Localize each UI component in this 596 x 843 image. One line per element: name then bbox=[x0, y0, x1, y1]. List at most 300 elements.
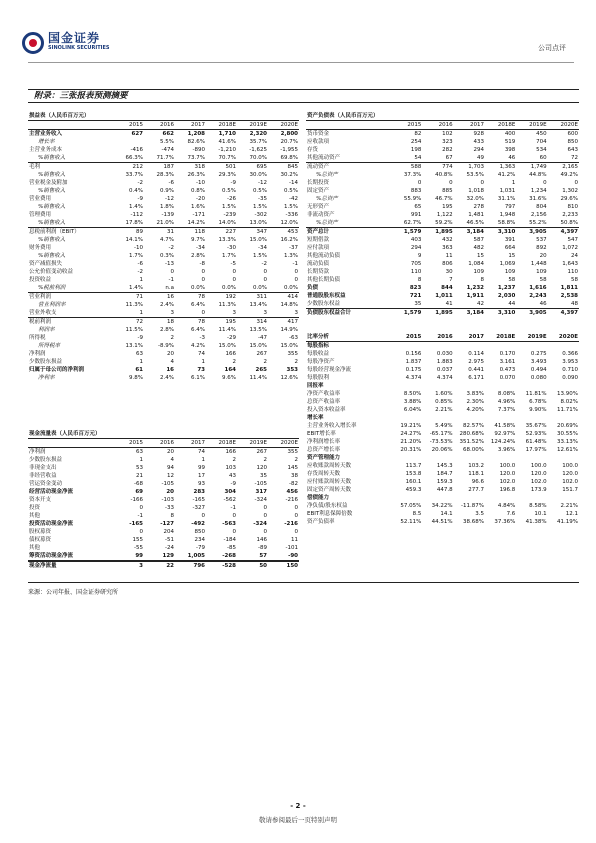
value-cell: 12 bbox=[167, 473, 174, 479]
value-cell: 1,122 bbox=[436, 212, 453, 218]
value-cell: 1,005 bbox=[187, 553, 205, 559]
row-label: 每股收益 bbox=[307, 351, 330, 357]
section-row bbox=[306, 414, 579, 422]
year-header: 2016 bbox=[422, 121, 453, 130]
value-cell: 20.06% bbox=[431, 447, 453, 453]
table-row bbox=[306, 203, 579, 211]
row-label: 存货 bbox=[307, 147, 319, 153]
year-header: 2015 bbox=[391, 121, 422, 130]
value-cell: -10 bbox=[196, 180, 205, 186]
value-cell: 65 bbox=[414, 204, 422, 210]
value-cell: 15.0% bbox=[249, 237, 267, 243]
value-cell: 44 bbox=[508, 301, 516, 307]
value-cell: 29.6% bbox=[560, 196, 578, 202]
value-cell: -324 bbox=[253, 521, 267, 527]
value-cell: 145.3 bbox=[436, 463, 453, 469]
value-cell: -79 bbox=[196, 545, 205, 551]
value-cell: 164 bbox=[224, 367, 236, 373]
value-cell: 1 bbox=[201, 359, 205, 365]
value-cell: 100.0 bbox=[499, 463, 516, 469]
value-cell: 0 bbox=[139, 529, 143, 535]
value-cell: 347 bbox=[237, 228, 268, 237]
value-cell: 62.7% bbox=[403, 220, 422, 226]
value-cell: 41.6% bbox=[218, 139, 236, 145]
value-cell: 32.0% bbox=[466, 196, 484, 202]
value-cell: -9 bbox=[137, 196, 143, 202]
table-row bbox=[28, 374, 299, 382]
value-cell: 99 bbox=[198, 465, 205, 471]
value-cell: 267 bbox=[256, 449, 267, 455]
value-cell: 30 bbox=[445, 269, 453, 275]
value-cell: 3 bbox=[232, 310, 236, 316]
value-cell bbox=[113, 138, 144, 146]
page-header bbox=[22, 27, 574, 59]
value-cell: -26 bbox=[227, 196, 236, 202]
row-label: 总资产增长率 bbox=[307, 447, 341, 453]
value-cell: 588 bbox=[391, 163, 422, 172]
row-label: 长期投资 bbox=[307, 180, 330, 186]
table-row bbox=[28, 464, 299, 472]
row-label: 普通股股东权益 bbox=[307, 293, 346, 299]
table-row bbox=[28, 228, 299, 237]
value-cell: 3.96% bbox=[497, 447, 516, 453]
year-header: 2015 bbox=[391, 333, 422, 342]
row-label: 流动负债 bbox=[307, 261, 330, 267]
table-row bbox=[28, 480, 299, 488]
table-row bbox=[28, 520, 299, 528]
value-cell: 2 bbox=[232, 457, 236, 463]
row-label: 营运资金变动 bbox=[29, 481, 63, 487]
value-cell: 19.21% bbox=[400, 423, 422, 429]
value-cell: 10.1 bbox=[534, 511, 547, 517]
table-row bbox=[306, 260, 579, 268]
value-cell: 195 bbox=[442, 204, 453, 210]
row-label: 主营业务成本 bbox=[29, 147, 63, 153]
table-row bbox=[28, 448, 299, 457]
value-cell: 124.24% bbox=[490, 439, 516, 445]
value-cell: 4 bbox=[170, 359, 174, 365]
value-cell: 9.8% bbox=[129, 375, 143, 381]
value-cell: -127 bbox=[160, 521, 174, 527]
table-row bbox=[306, 154, 579, 163]
value-cell: 1 bbox=[511, 180, 516, 186]
value-cell: 1 bbox=[139, 277, 143, 283]
value-cell: 547 bbox=[567, 237, 578, 243]
row-label: 其他 bbox=[29, 545, 41, 551]
value-cell: 1 bbox=[139, 457, 143, 463]
year-header: 2020E bbox=[268, 439, 299, 448]
year-header: 2019E bbox=[237, 121, 268, 130]
value-cell: 53 bbox=[136, 465, 143, 471]
value-cell: 587 bbox=[473, 237, 484, 243]
value-cell: -47 bbox=[258, 335, 267, 341]
value-cell: -29 bbox=[227, 335, 236, 341]
value-cell: 17.97% bbox=[525, 447, 547, 453]
value-cell: 0 bbox=[201, 269, 205, 275]
table-row bbox=[306, 502, 579, 510]
value-cell: -6 bbox=[137, 261, 143, 267]
value-cell: -171 bbox=[192, 212, 205, 218]
value-cell: 35 bbox=[414, 301, 422, 307]
value-cell: 797 bbox=[504, 204, 516, 210]
table-row bbox=[306, 130, 579, 139]
value-cell: 198 bbox=[410, 147, 422, 153]
row-label: 营业税金及附加 bbox=[29, 180, 68, 186]
value-cell: 109 bbox=[473, 269, 484, 275]
table-row bbox=[28, 219, 299, 228]
year-header: 2016 bbox=[422, 333, 453, 342]
value-cell: 353 bbox=[286, 367, 298, 373]
value-cell: 0 bbox=[480, 180, 484, 186]
year-header: 2017 bbox=[175, 439, 206, 448]
row-label: 营业利润 bbox=[28, 293, 113, 302]
value-cell: 3.5 bbox=[475, 511, 484, 517]
value-cell: 3,184 bbox=[454, 228, 485, 237]
value-cell: -1 bbox=[168, 277, 174, 283]
value-cell: -89 bbox=[258, 545, 267, 551]
table-row bbox=[306, 470, 579, 478]
value-cell: 283 bbox=[193, 489, 205, 495]
value-cell: 118 bbox=[175, 228, 206, 237]
value-cell: 35.7% bbox=[249, 139, 267, 145]
row-label: 应收款项 bbox=[307, 139, 330, 145]
row-label: 利润率 bbox=[38, 327, 55, 333]
table-row bbox=[306, 163, 579, 172]
value-cell: 159.3 bbox=[436, 479, 453, 485]
value-cell: -82 bbox=[289, 481, 298, 487]
row-label: 营业利润率 bbox=[38, 302, 66, 308]
table-row bbox=[28, 326, 299, 334]
value-cell: 1,234 bbox=[530, 188, 547, 194]
value-cell: -73.53% bbox=[429, 439, 453, 445]
value-cell: -416 bbox=[130, 147, 143, 153]
value-cell: -165 bbox=[192, 497, 205, 503]
value-cell: 351.52% bbox=[459, 439, 484, 445]
value-cell: 4,397 bbox=[548, 228, 579, 237]
table-row bbox=[28, 496, 299, 504]
value-cell: 294 bbox=[473, 147, 484, 153]
value-cell: 3 bbox=[170, 310, 174, 316]
year-header: 2015 bbox=[113, 121, 144, 130]
value-cell: -890 bbox=[192, 147, 205, 153]
value-cell: 192 bbox=[206, 293, 237, 302]
row-label: 少数股东权益 bbox=[307, 301, 341, 307]
value-cell: 0.175 bbox=[405, 367, 422, 373]
value-cell: 705 bbox=[410, 261, 422, 267]
value-cell: 49 bbox=[476, 155, 484, 161]
value-cell: 2 bbox=[170, 335, 174, 341]
value-cell: 0 bbox=[139, 505, 143, 511]
value-cell: 3 bbox=[294, 310, 298, 316]
value-cell: 57.05% bbox=[400, 503, 422, 509]
value-cell: 166 bbox=[225, 351, 236, 357]
value-cell: 58 bbox=[539, 277, 547, 283]
value-cell: 21.20% bbox=[400, 439, 422, 445]
section-label: 偿债能力 bbox=[307, 495, 330, 501]
value-cell: 0.0% bbox=[222, 285, 236, 291]
row-label: 财务费用 bbox=[29, 245, 52, 251]
value-cell: -302 bbox=[254, 212, 267, 218]
value-cell: 2,800 bbox=[280, 131, 298, 137]
source-divider bbox=[28, 582, 579, 583]
value-cell: 398 bbox=[504, 147, 516, 153]
row-label: 投资收益 bbox=[29, 277, 52, 283]
value-cell: 417 bbox=[268, 318, 299, 327]
value-cell: 627 bbox=[131, 131, 143, 137]
value-cell: 433 bbox=[473, 139, 484, 145]
value-cell: 63 bbox=[136, 449, 143, 455]
row-label: 存货周转天数 bbox=[307, 471, 341, 477]
value-cell: -184 bbox=[223, 537, 236, 543]
value-cell: 294 bbox=[410, 245, 422, 251]
value-cell: -68 bbox=[134, 481, 143, 487]
value-cell: 102.0 bbox=[499, 479, 516, 485]
value-cell: 14.0% bbox=[218, 220, 236, 226]
value-cell: 17 bbox=[198, 473, 205, 479]
ratio-analysis-panel bbox=[306, 333, 579, 526]
table-row bbox=[28, 138, 299, 146]
value-cell: 12.1 bbox=[565, 511, 578, 517]
value-cell: 89 bbox=[113, 228, 144, 237]
value-cell: 1,069 bbox=[499, 261, 516, 267]
value-cell: -216 bbox=[285, 497, 298, 503]
row-label: 负债股东权益合计 bbox=[306, 309, 391, 318]
value-cell: 810 bbox=[567, 204, 578, 210]
row-label: %总资产 bbox=[316, 220, 338, 226]
value-cell: 4.7% bbox=[160, 237, 174, 243]
value-cell: 20.7% bbox=[280, 139, 298, 145]
value-cell: -103 bbox=[161, 497, 174, 503]
value-cell: 1,911 bbox=[466, 293, 484, 299]
value-cell: 6.171 bbox=[468, 375, 484, 381]
value-cell: 0 bbox=[294, 277, 298, 283]
value-cell: 9.6% bbox=[222, 375, 236, 381]
value-cell: 212 bbox=[113, 163, 144, 172]
value-cell: 33.13% bbox=[557, 439, 578, 445]
value-cell: 41 bbox=[445, 301, 453, 307]
value-cell: 61 bbox=[135, 367, 143, 373]
value-cell: 447.8 bbox=[436, 487, 453, 493]
table-row bbox=[306, 406, 579, 414]
value-cell: 850 bbox=[567, 139, 578, 145]
row-label: 主营业务收入 bbox=[29, 131, 63, 137]
value-cell: 94 bbox=[167, 465, 174, 471]
value-cell: 38 bbox=[291, 473, 298, 479]
row-label: 应付款项 bbox=[307, 245, 330, 251]
value-cell: 160.1 bbox=[405, 479, 422, 485]
value-cell: 1.4% bbox=[129, 204, 143, 210]
row-label: %销售收入 bbox=[38, 188, 66, 194]
value-cell: 24.27% bbox=[400, 431, 422, 437]
value-cell: 9.7% bbox=[191, 237, 205, 243]
value-cell: 8.58% bbox=[529, 503, 547, 509]
table-row bbox=[28, 552, 299, 561]
value-cell: 0 bbox=[574, 180, 578, 186]
value-cell: 204 bbox=[163, 529, 174, 535]
value-cell: 5.49% bbox=[435, 423, 453, 429]
value-cell: 519 bbox=[504, 139, 516, 145]
value-cell: 1,579 bbox=[391, 228, 422, 237]
value-cell: 50 bbox=[237, 561, 268, 570]
table-row bbox=[306, 228, 579, 237]
row-label: 毛利 bbox=[28, 163, 113, 172]
value-cell: 0 bbox=[170, 269, 174, 275]
value-cell: 63 bbox=[136, 351, 143, 357]
year-header: 2019E bbox=[516, 333, 547, 342]
value-cell: 3.161 bbox=[499, 359, 516, 365]
value-cell: -1,625 bbox=[249, 147, 267, 153]
value-cell: 0 bbox=[201, 310, 205, 316]
value-cell: 0.0% bbox=[284, 285, 298, 291]
brand-name-en: SINOLINK SECURITIES bbox=[48, 45, 110, 51]
year-header: 2016 bbox=[144, 121, 175, 130]
table-row bbox=[306, 195, 579, 203]
row-label: %销售收入 bbox=[38, 253, 66, 259]
value-cell: 68.00% bbox=[463, 447, 484, 453]
value-cell: 0.5% bbox=[284, 188, 298, 194]
table-row bbox=[306, 292, 579, 300]
value-cell: 73 bbox=[197, 367, 205, 373]
value-cell: 1.5% bbox=[253, 204, 267, 210]
value-cell: -8.9% bbox=[158, 343, 174, 349]
value-cell: 20 bbox=[539, 253, 547, 259]
value-cell: 1 bbox=[201, 457, 205, 463]
value-cell: 0 bbox=[543, 180, 547, 186]
year-header: 2020E bbox=[548, 121, 579, 130]
value-cell: 14.2% bbox=[187, 220, 205, 226]
value-cell: 355 bbox=[287, 449, 298, 455]
value-cell: 1,302 bbox=[562, 188, 578, 194]
value-cell: 2.4% bbox=[160, 375, 174, 381]
value-cell: 118.1 bbox=[468, 471, 484, 477]
value-cell: 1,232 bbox=[466, 285, 484, 291]
value-cell: 2 bbox=[232, 359, 236, 365]
table-row bbox=[306, 422, 579, 430]
value-cell: 150 bbox=[268, 561, 299, 570]
row-label: 固定资产 bbox=[307, 188, 330, 194]
value-cell: 0 bbox=[263, 505, 267, 511]
value-cell: 3 bbox=[113, 561, 144, 570]
value-cell: -9 bbox=[230, 481, 236, 487]
value-cell: 1.7% bbox=[222, 253, 236, 259]
value-cell: 8 bbox=[480, 277, 484, 283]
value-cell: 1.5% bbox=[284, 204, 298, 210]
value-cell: -6 bbox=[168, 180, 174, 186]
row-label: 税前利润 bbox=[28, 318, 113, 327]
value-cell: 8.5 bbox=[412, 511, 422, 517]
value-cell: -30 bbox=[227, 245, 236, 251]
table-row bbox=[306, 350, 579, 358]
value-cell: 187 bbox=[144, 163, 175, 172]
value-cell: -42 bbox=[289, 196, 298, 202]
value-cell: 11.4% bbox=[218, 327, 236, 333]
value-cell: 71 bbox=[113, 293, 144, 302]
value-cell: 265 bbox=[255, 367, 267, 373]
header-row bbox=[28, 121, 299, 130]
brand-name-cn: 国金证券 bbox=[48, 31, 101, 45]
value-cell: 0 bbox=[294, 505, 298, 511]
year-header: 2020E bbox=[268, 121, 299, 130]
value-cell: -20 bbox=[196, 196, 205, 202]
table-row bbox=[306, 438, 579, 446]
value-cell: 8.02% bbox=[560, 399, 578, 405]
table-row bbox=[306, 252, 579, 260]
table-row bbox=[28, 154, 299, 163]
table-row bbox=[28, 163, 299, 172]
value-cell: 17.8% bbox=[125, 220, 143, 226]
value-cell: 3,310 bbox=[485, 228, 516, 237]
value-cell: 3.83% bbox=[466, 391, 484, 397]
value-cell: -563 bbox=[222, 521, 236, 527]
value-cell: 46 bbox=[508, 155, 516, 161]
value-cell: -166 bbox=[130, 497, 143, 503]
value-cell: 67 bbox=[445, 155, 453, 161]
value-cell: 0.5% bbox=[253, 188, 267, 194]
value-cell: 13.4% bbox=[249, 302, 267, 308]
value-cell: 1,643 bbox=[562, 261, 578, 267]
value-cell: 1,710 bbox=[218, 131, 236, 137]
year-header: 2017 bbox=[454, 121, 485, 130]
value-cell: 0 bbox=[263, 277, 267, 283]
section-row bbox=[306, 382, 579, 390]
value-cell: 11 bbox=[445, 253, 453, 259]
value-cell: 15 bbox=[476, 253, 484, 259]
value-cell: 1,811 bbox=[560, 285, 578, 291]
document-type: 公司点评 bbox=[538, 44, 566, 52]
value-cell: 30.0% bbox=[249, 172, 267, 178]
table-row bbox=[28, 130, 299, 139]
table-row bbox=[306, 236, 579, 244]
header-divider bbox=[28, 62, 574, 63]
value-cell: 14.1 bbox=[440, 511, 453, 517]
value-cell: 2,243 bbox=[529, 293, 547, 299]
value-cell: 0 bbox=[294, 269, 298, 275]
value-cell: 58 bbox=[571, 277, 578, 283]
table-row bbox=[28, 358, 299, 366]
value-cell: 74 bbox=[198, 449, 205, 455]
value-cell: 43 bbox=[229, 473, 236, 479]
income-statement-panel bbox=[28, 112, 299, 382]
table-row bbox=[306, 446, 579, 454]
value-cell: 704 bbox=[536, 139, 547, 145]
value-cell: 0 bbox=[263, 513, 267, 519]
row-label: 经营活动现金净流 bbox=[29, 489, 74, 495]
value-cell: 432 bbox=[442, 237, 453, 243]
table-row bbox=[28, 536, 299, 544]
value-cell: 850 bbox=[194, 529, 205, 535]
value-cell: 796 bbox=[175, 561, 206, 570]
row-label: 筹资活动现金净流 bbox=[29, 553, 74, 559]
row-label: 每股净资产 bbox=[307, 359, 335, 365]
row-label: 现金净流量 bbox=[28, 561, 113, 570]
value-cell: 2.21% bbox=[560, 503, 578, 509]
value-cell: 883 bbox=[410, 188, 422, 194]
value-cell: 11.3% bbox=[125, 302, 143, 308]
value-cell: 146 bbox=[256, 537, 267, 543]
row-label: 股权募资 bbox=[29, 529, 52, 535]
value-cell: 41.38% bbox=[525, 519, 547, 525]
value-cell: 69.8% bbox=[280, 155, 298, 161]
table-row bbox=[306, 276, 579, 284]
value-cell: 4,397 bbox=[548, 309, 579, 318]
row-label: 息税前利润（EBIT） bbox=[28, 228, 113, 237]
value-cell: 453 bbox=[268, 228, 299, 237]
value-cell: 662 bbox=[162, 131, 174, 137]
value-cell: 195 bbox=[206, 318, 237, 327]
value-cell: 120.0 bbox=[499, 471, 516, 477]
value-cell: -1 bbox=[230, 505, 236, 511]
row-label: 投资活动现金净流 bbox=[29, 521, 74, 527]
